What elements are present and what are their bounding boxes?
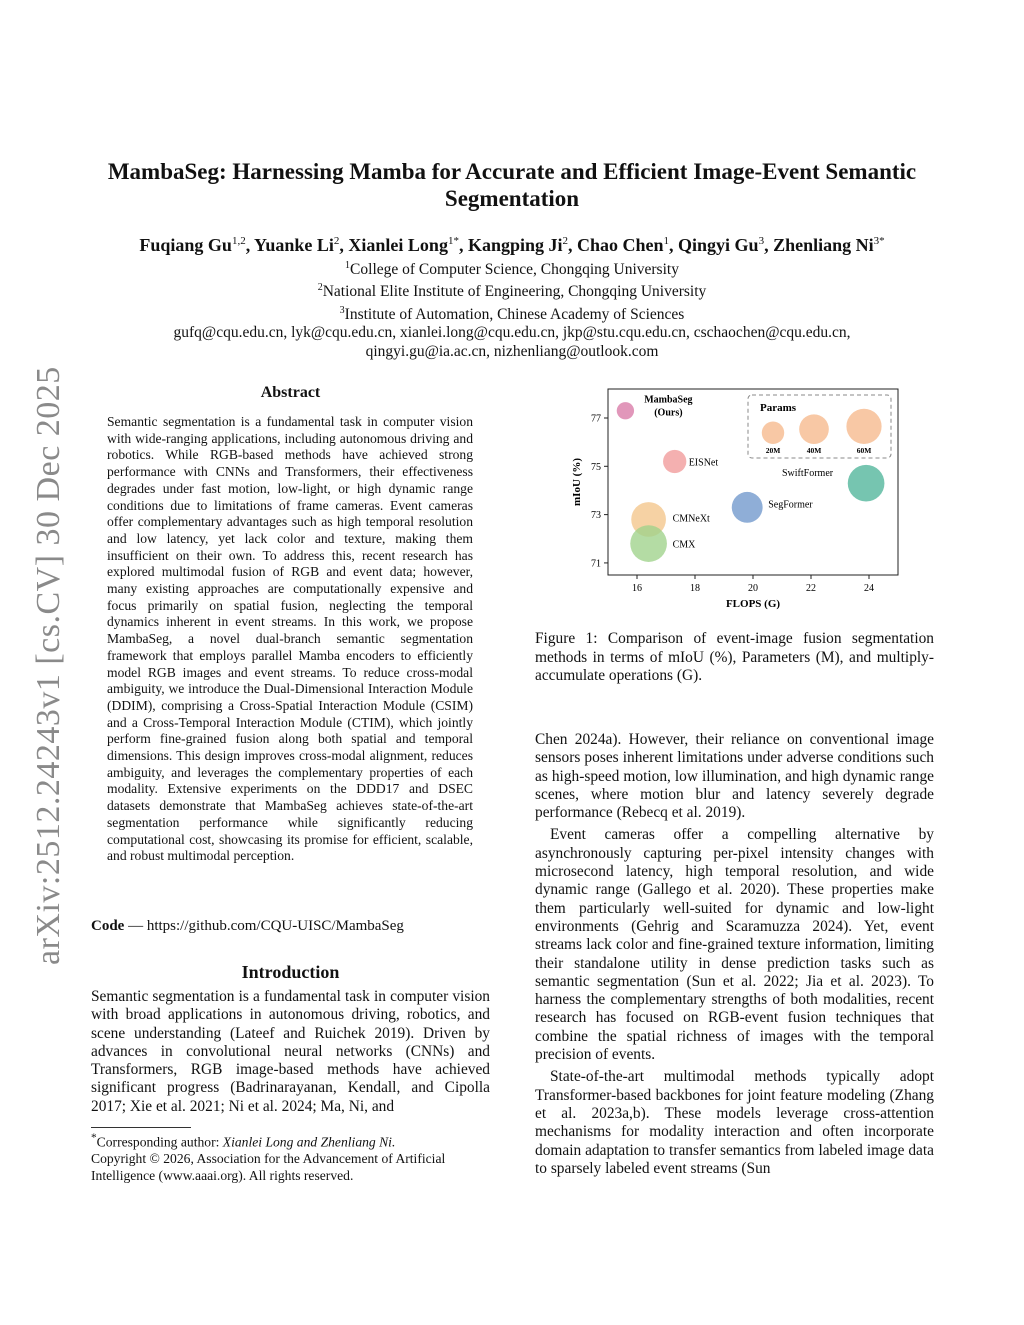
figure-1-caption: Figure 1: Comparison of event-image fusion segmentation methods in terms of mIoU (%), Parameters (M), and multiply-accumulate operations (G). (535, 630, 934, 684)
point-label-ours: (Ours) (654, 407, 683, 419)
introduction-text: Semantic segmentation is a fundamental task in computer vision with broad applications in autonomous driving, robotics, and scene understanding (Lateef and Ruichek 2019). Driven by advances in convolutional neural networks (CNNs) and Transformers, RGB image-based methods have achieved significant progress (Badrinarayanan, Kendall, and Cipolla 2017; Xie et al. 2021; Ni et al. 2024; Ma, Ni, and (91, 988, 490, 1115)
x-tick-label: 22 (806, 583, 816, 594)
point-label-mambaseg: MambaSeg (644, 394, 693, 406)
code-url-link[interactable]: https://github.com/CQU-UISC/MambaSeg (146, 918, 404, 934)
author-list: Fuqiang Gu$^{1,2}$, Yuanke Li$^2$, Xianlei Long$^{1*}$, Kangping Ji$^2$, Chao Chen$^1$, Qingyi Gu$^3$, Zhenliang $Ni^{3*}$ (139, 235, 885, 255)
footnote-divider (91, 1127, 191, 1128)
bubble-swiftformer (848, 465, 885, 502)
abstract-text: Semantic segmentation is a fundamental task in computer vision with wide-ranging applications, including autonomous driving and robotics. While RGB-based methods have achieved strong performance with CNNs and Transformers, their effectiveness degrades under fast motion, low-light, or high dynamic range conditions due to limitations of frame cameras. Event cameras offer complementary advantages such as high temporal resolution and low latency, yet lack color and texture, making them insufficient on their own. To address this, recent research has explored multimodal fusion of RGB and event data; however, many existing approaches are computationally expensive and focus primarily on spatial fusion, neglecting the temporal dynamics inherent in event streams. In this work, we propose MambaSeg, a novel dual-branch semantic segmentation framework that employs parallel Mamba encoders to efficiently model RGB images and event streams. To reduce cross-modal ambiguity, we introduce the Dual-Dimensional Interaction Module (DDIM), comprising a Cross-Spatial Interaction Module (CSIM) and a Cross-Temporal Interaction Module (CTIM), which jointly perform fine-grained fusion along both spatial and temporal dimensions. This design improves cross-modal alignment, reduces ambiguity, and leverages the complementary properties of each modality. Extensive experiments on the DDD17 and DSEC datasets demonstrate that MambaSeg achieves state-of-the-art segmentation performance while significantly reducing computational cost, showcasing its promise for efficient, scalable, and robust multimodal perception. (107, 414, 473, 864)
legend-bubble-60m (846, 409, 881, 444)
paper-title: MambaSeg: Harnessing Mamba for Accurate and Efficient Image-Event Semantic Segmentation (107, 159, 917, 211)
legend-bubble-20m (762, 422, 784, 444)
copyright-notice: Copyright © 2026, Association for the Advancement of Artificial Intelligence (www.aaai.org). All rights reserved. (91, 1151, 446, 1183)
email-list: qingyi.gu@ia.ac.cn, nizhenliang@outlook.com (365, 342, 659, 360)
point-label-eisnet: EISNet (688, 457, 719, 469)
right-column-text (535, 731, 934, 1182)
author: Qingyi Gu$^3$ (678, 235, 765, 255)
bubble-cmx (630, 525, 667, 562)
bubble-segformer (732, 492, 763, 523)
x-axis-label: FLOPS (G) (725, 598, 781, 610)
legend-title: Params (759, 402, 797, 414)
legend-label-20m: 20M (765, 446, 781, 455)
author: Xianlei Long$^{1*}$ (348, 235, 459, 255)
introduction-heading: Introduction (241, 962, 340, 982)
footnote: *Corresponding author: Xianlei Long and Zhenliang Ni. Copyright © 2026, Association for the Advancement of Artificial Intelligence (www.aaai.org). All rights reserved. (91, 1130, 490, 1184)
code-link-line: Code — https://github.com/CQU-UISC/MambaSeg (91, 918, 404, 934)
author: Zhenliang $Ni^{3*}$ (773, 235, 885, 255)
legend-label-40m: 40M (806, 446, 822, 455)
point-label-cmx: CMX (672, 539, 696, 551)
paragraph: State-of-the-art multimodal methods typically adopt Transformer-based backbones for joint feature modeling (Zhang et al. 2023a,b). These models leverage cross-attention mechanisms for modality interaction and often incorporate domain adaptation to transfer semantics from labeled image data to sparsely labeled event streams (Sun (535, 1068, 934, 1177)
y-tick-label: 71 (591, 558, 601, 570)
legend-bubble-40m (799, 414, 829, 444)
paragraph: Chen 2024a). However, their reliance on conventional image sensors poses inherent limitations under adverse conditions such as high-speed motion, low illumination, and high dynamic range scenes, where motion blur and latency severely degrade performance (Rebecq et al. 2019). (535, 731, 934, 822)
point-label-segformer: SegFormer (768, 499, 813, 511)
y-axis-label: mIoU (%) (571, 458, 583, 506)
affiliations (60, 257, 964, 361)
author: Yuanke Li$^2$ (254, 235, 340, 255)
affiliation: $^2$National Elite Institute of Engineering, Chongqing University (317, 282, 707, 301)
point-label-cmnext: CMNeXt (672, 513, 710, 525)
paragraph: Event cameras offer a compelling alternative by asynchronously capturing per-pixel intensity changes with microsecond latency, high temporal resolution, and wide dynamic range (Gallego et al. 2020). These properties make them particularly well-suited for dynamic and low-light environments (Gehrig and Scaramuzza 2024). Yet, event streams lack color and fine-grained texture information, limiting their standalone utility in dense prediction tasks such as semantic segmentation (Sun et al. 2022; Jia et al. 2023). To harness the complementary strengths of both modalities, recent research has focused on RGB-event fusion techniques that combine the spatial richness of images with the temporal precision of events. (535, 826, 934, 1064)
author: Chao Chen$^1$ (577, 235, 670, 255)
y-tick-label: 73 (591, 510, 601, 522)
code-label: Code (91, 918, 125, 934)
x-tick-label: 24 (864, 583, 874, 594)
x-tick-label: 18 (690, 583, 700, 594)
bubble-mambaseg (617, 402, 634, 419)
arxiv-sidebar-stamp: arXiv:2512.24243v1 [cs.CV] 30 Dec 2025 (30, 366, 67, 965)
y-tick-label: 77 (591, 413, 601, 425)
point-label-swiftformer: SwiftFormer (781, 468, 834, 480)
legend-label-60m: 60M (856, 446, 872, 455)
x-tick-label: 16 (632, 583, 642, 594)
abstract-heading: Abstract (260, 384, 321, 401)
affiliation: $^3$Institute of Automation, Chinese Academy of Sciences (339, 304, 685, 324)
author: Fuqiang Gu$^{1,2}$ (139, 235, 246, 255)
affiliation: $^1$College of Computer Science, Chongqing University (345, 260, 679, 279)
email-list: gufq@cqu.edu.cn, lyk@cqu.edu.cn, xianlei.long@cqu.edu.cn, jkp@stu.cqu.edu.cn, cschaochen@cqu.edu.cn, (173, 324, 851, 342)
y-tick-label: 75 (591, 461, 601, 473)
bubble-eisnet (663, 450, 686, 473)
x-tick-label: 20 (748, 583, 758, 594)
author: Kangping Ji$^2$ (467, 235, 568, 255)
figure-1-bubble-chart (566, 385, 906, 610)
